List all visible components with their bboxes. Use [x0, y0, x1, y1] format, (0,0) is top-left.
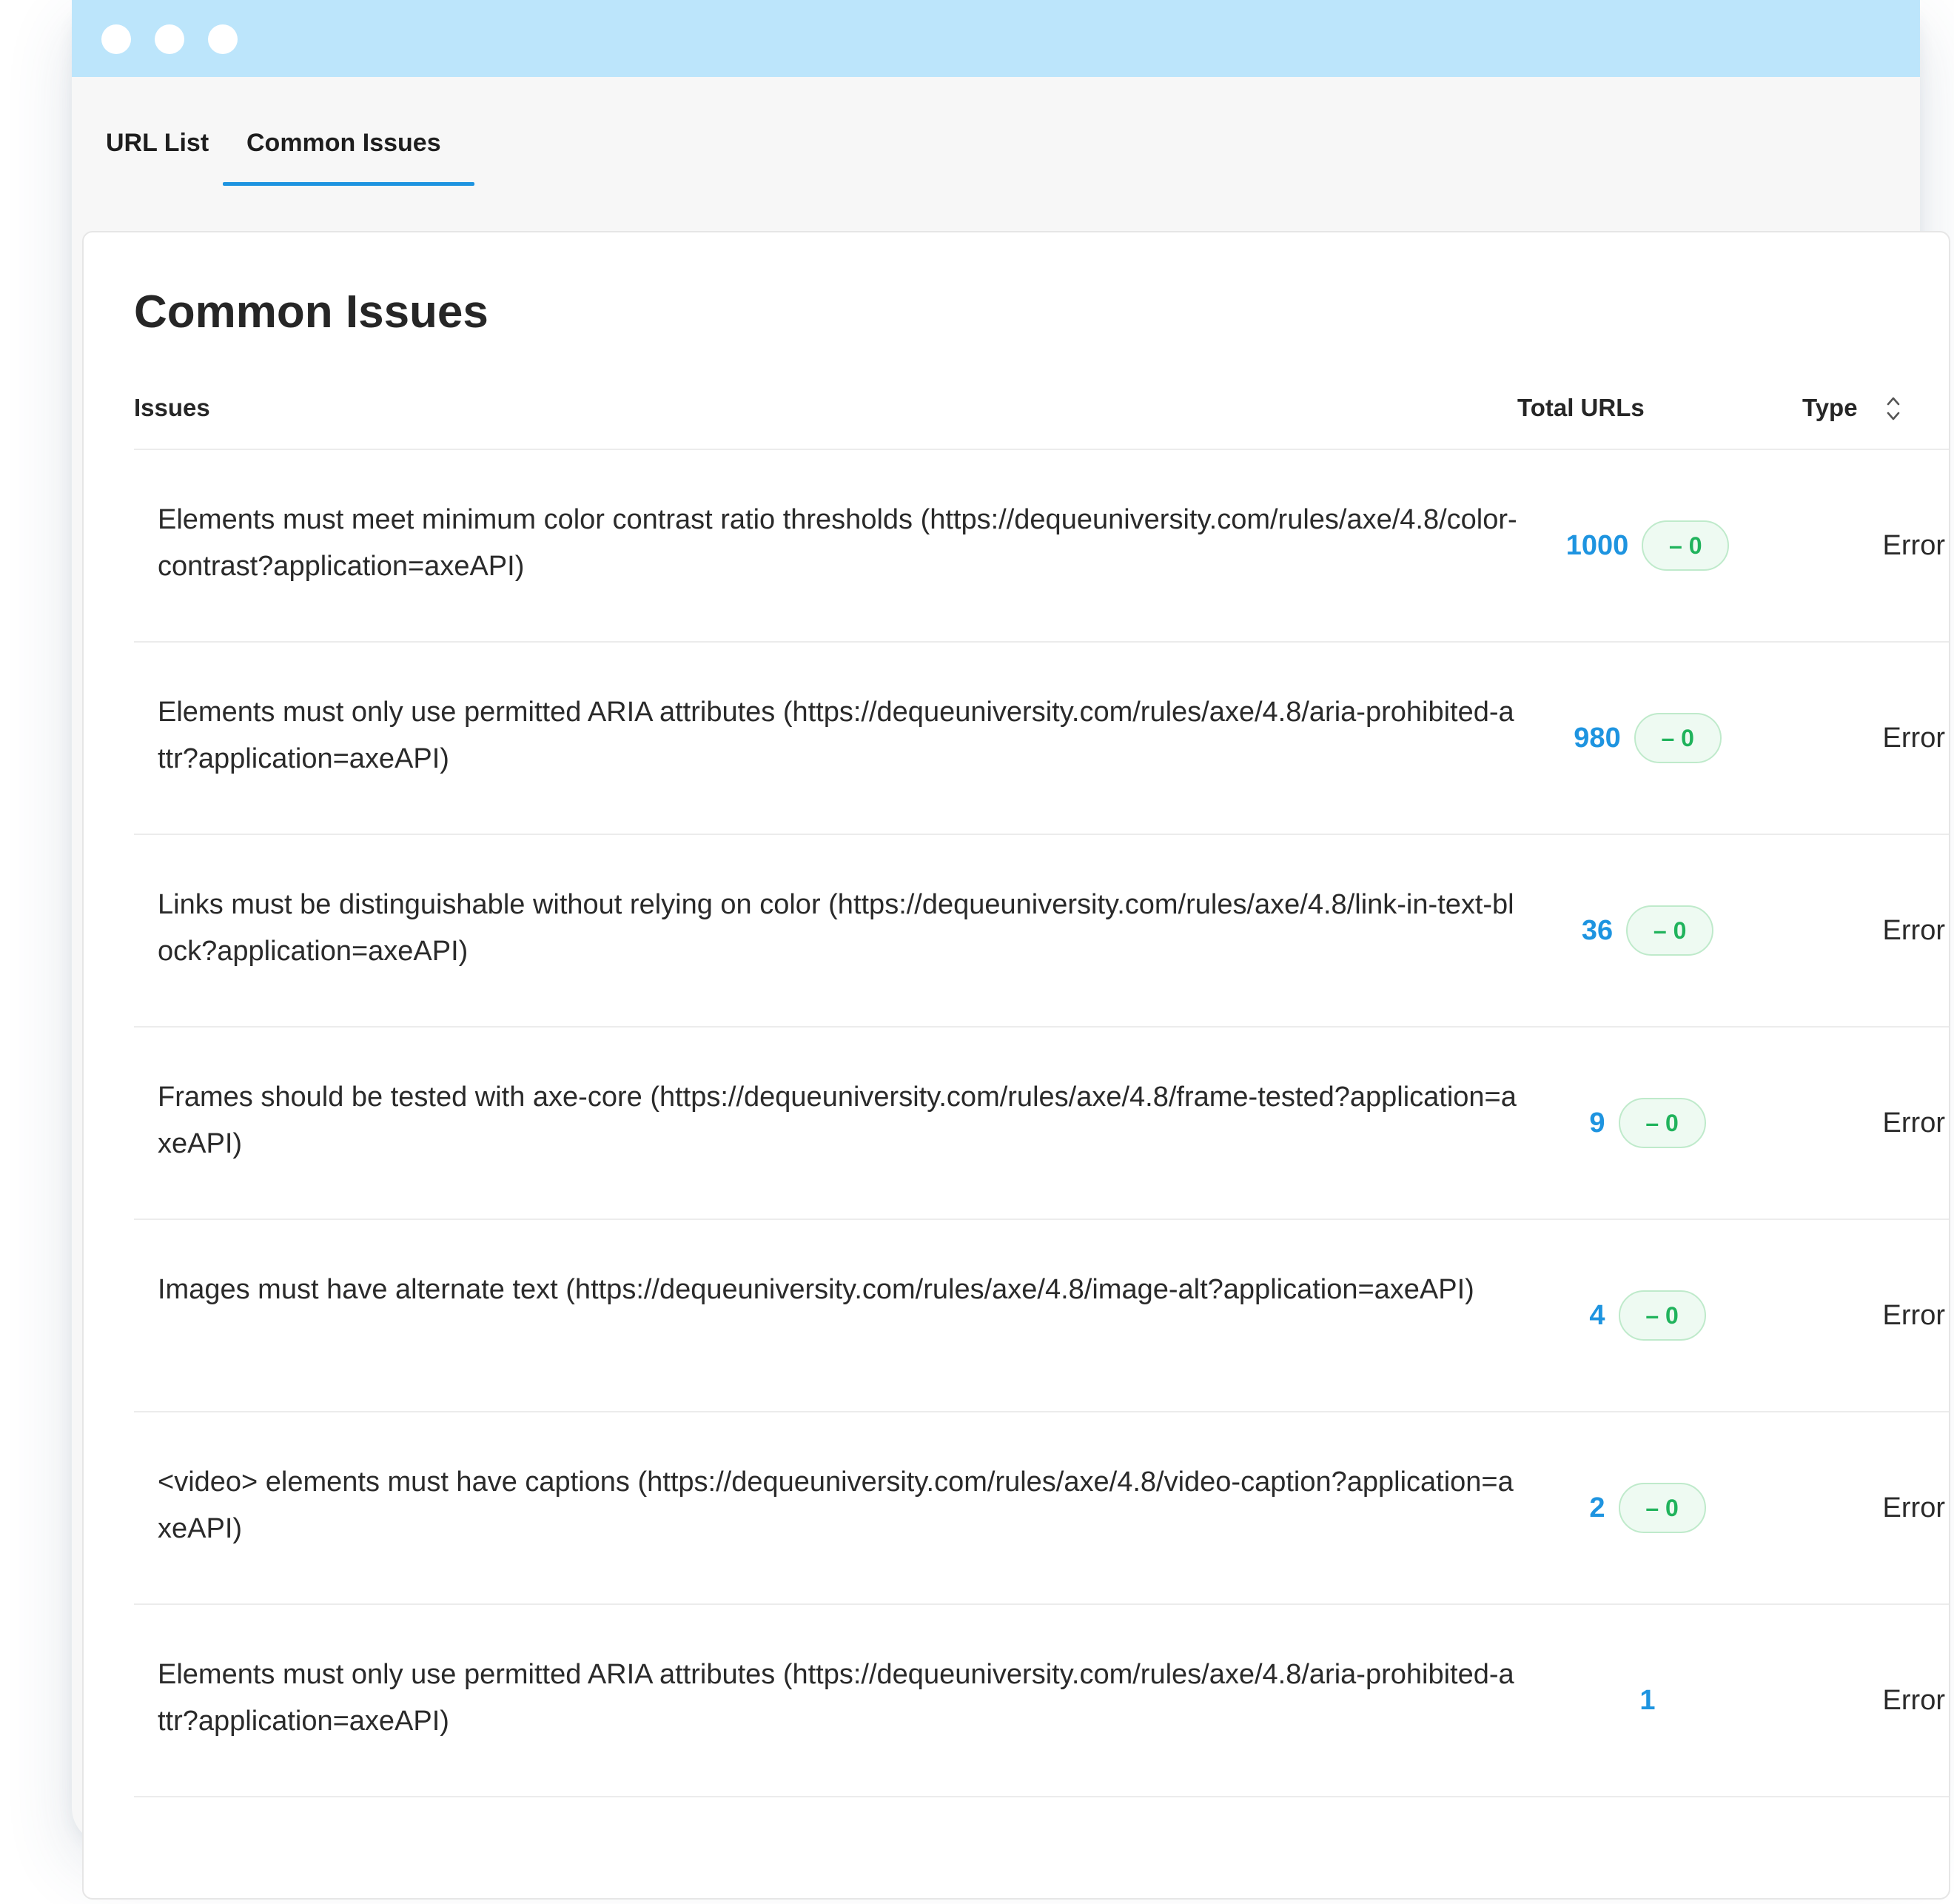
window-titlebar: [72, 0, 1920, 77]
issue-type: Error: [1882, 1300, 1945, 1331]
total-urls-count[interactable]: 9: [1589, 1107, 1605, 1139]
issue-type: Error: [1882, 530, 1945, 561]
window-dot-icon[interactable]: [101, 24, 131, 54]
table-row: [134, 1028, 1949, 1220]
issue-description: Links must be distinguishable without relying on color (https://dequeuniversity.com/rules/axe/4.8/link-in-text-block?application=axeAPI): [158, 889, 1514, 967]
total-urls-cell: [1540, 1288, 1755, 1343]
issue-type: Error: [1882, 915, 1945, 946]
issue-description: <video> elements must have captions (https://dequeuniversity.com/rules/axe/4.8/video-caption?application=axeAPI): [158, 1466, 1514, 1544]
table-row: [134, 1412, 1949, 1605]
total-urls-cell: [1540, 1481, 1755, 1535]
total-urls-cell: [1540, 1096, 1755, 1150]
issue-type: Error: [1882, 723, 1945, 754]
tab-common-issues[interactable]: Common Issues: [246, 129, 441, 157]
total-urls-cell: [1540, 903, 1755, 958]
delta-badge: – 0: [1619, 1483, 1706, 1533]
column-header-total-urls: Total URLs: [1517, 394, 1645, 421]
delta-badge: – 0: [1634, 713, 1722, 763]
total-urls-count[interactable]: 2: [1589, 1492, 1605, 1523]
issue-description: Elements must only use permitted ARIA attributes (https://dequeuniversity.com/rules/axe/4.8/aria-prohibited-attr?application=axeAPI): [158, 697, 1514, 774]
delta-badge: – 0: [1619, 1290, 1706, 1341]
column-header-type[interactable]: Type: [1802, 394, 1858, 421]
issue-description: Images must have alternate text (https://dequeuniversity.com/rules/axe/4.8/image-alt?application=axeAPI): [158, 1274, 1474, 1305]
total-urls-count[interactable]: 1: [1639, 1684, 1656, 1716]
issue-type: Error: [1882, 1107, 1945, 1139]
issue-description: Frames should be tested with axe-core (https://dequeuniversity.com/rules/axe/4.8/frame-tested?application=axeAPI): [158, 1082, 1517, 1159]
total-urls-count[interactable]: 36: [1581, 914, 1614, 946]
table-row: [134, 643, 1949, 835]
total-urls-cell: [1540, 518, 1755, 573]
issue-description: Elements must meet minimum color contrast ratio thresholds (https://dequeuniversity.com/rules/axe/4.8/color-contrast?application=axeAPI): [158, 504, 1517, 582]
issue-type: Error: [1882, 1492, 1945, 1523]
window-dot-icon[interactable]: [155, 24, 184, 54]
column-header-issues: Issues: [134, 394, 210, 421]
total-urls-cell: [1540, 711, 1755, 765]
window-dot-icon[interactable]: [208, 24, 238, 54]
app-window: [72, 0, 1945, 1843]
total-urls-count[interactable]: 980: [1574, 722, 1621, 754]
tab-url-list[interactable]: URL List: [106, 129, 209, 157]
table-row: [134, 1220, 1949, 1412]
active-tab-indicator: [223, 182, 474, 186]
sort-updown-icon[interactable]: [1885, 394, 1901, 423]
table-row: [134, 835, 1949, 1028]
table-row: [134, 1605, 1949, 1797]
issue-description: Elements must only use permitted ARIA attributes (https://dequeuniversity.com/rules/axe/4.8/aria-prohibited-attr?application=axeAPI): [158, 1659, 1514, 1737]
page-title: Common Issues: [134, 286, 488, 338]
table-row: [134, 450, 1949, 643]
delta-badge: – 0: [1626, 905, 1713, 956]
total-urls-count[interactable]: 1000: [1565, 529, 1629, 561]
total-urls-cell: [1540, 1673, 1755, 1728]
tab-bar: [72, 77, 1920, 188]
delta-badge: – 0: [1642, 520, 1729, 571]
common-issues-panel: [82, 231, 1950, 1900]
total-urls-count[interactable]: 4: [1589, 1299, 1605, 1331]
issue-type: Error: [1882, 1685, 1945, 1716]
delta-badge: – 0: [1619, 1098, 1706, 1148]
